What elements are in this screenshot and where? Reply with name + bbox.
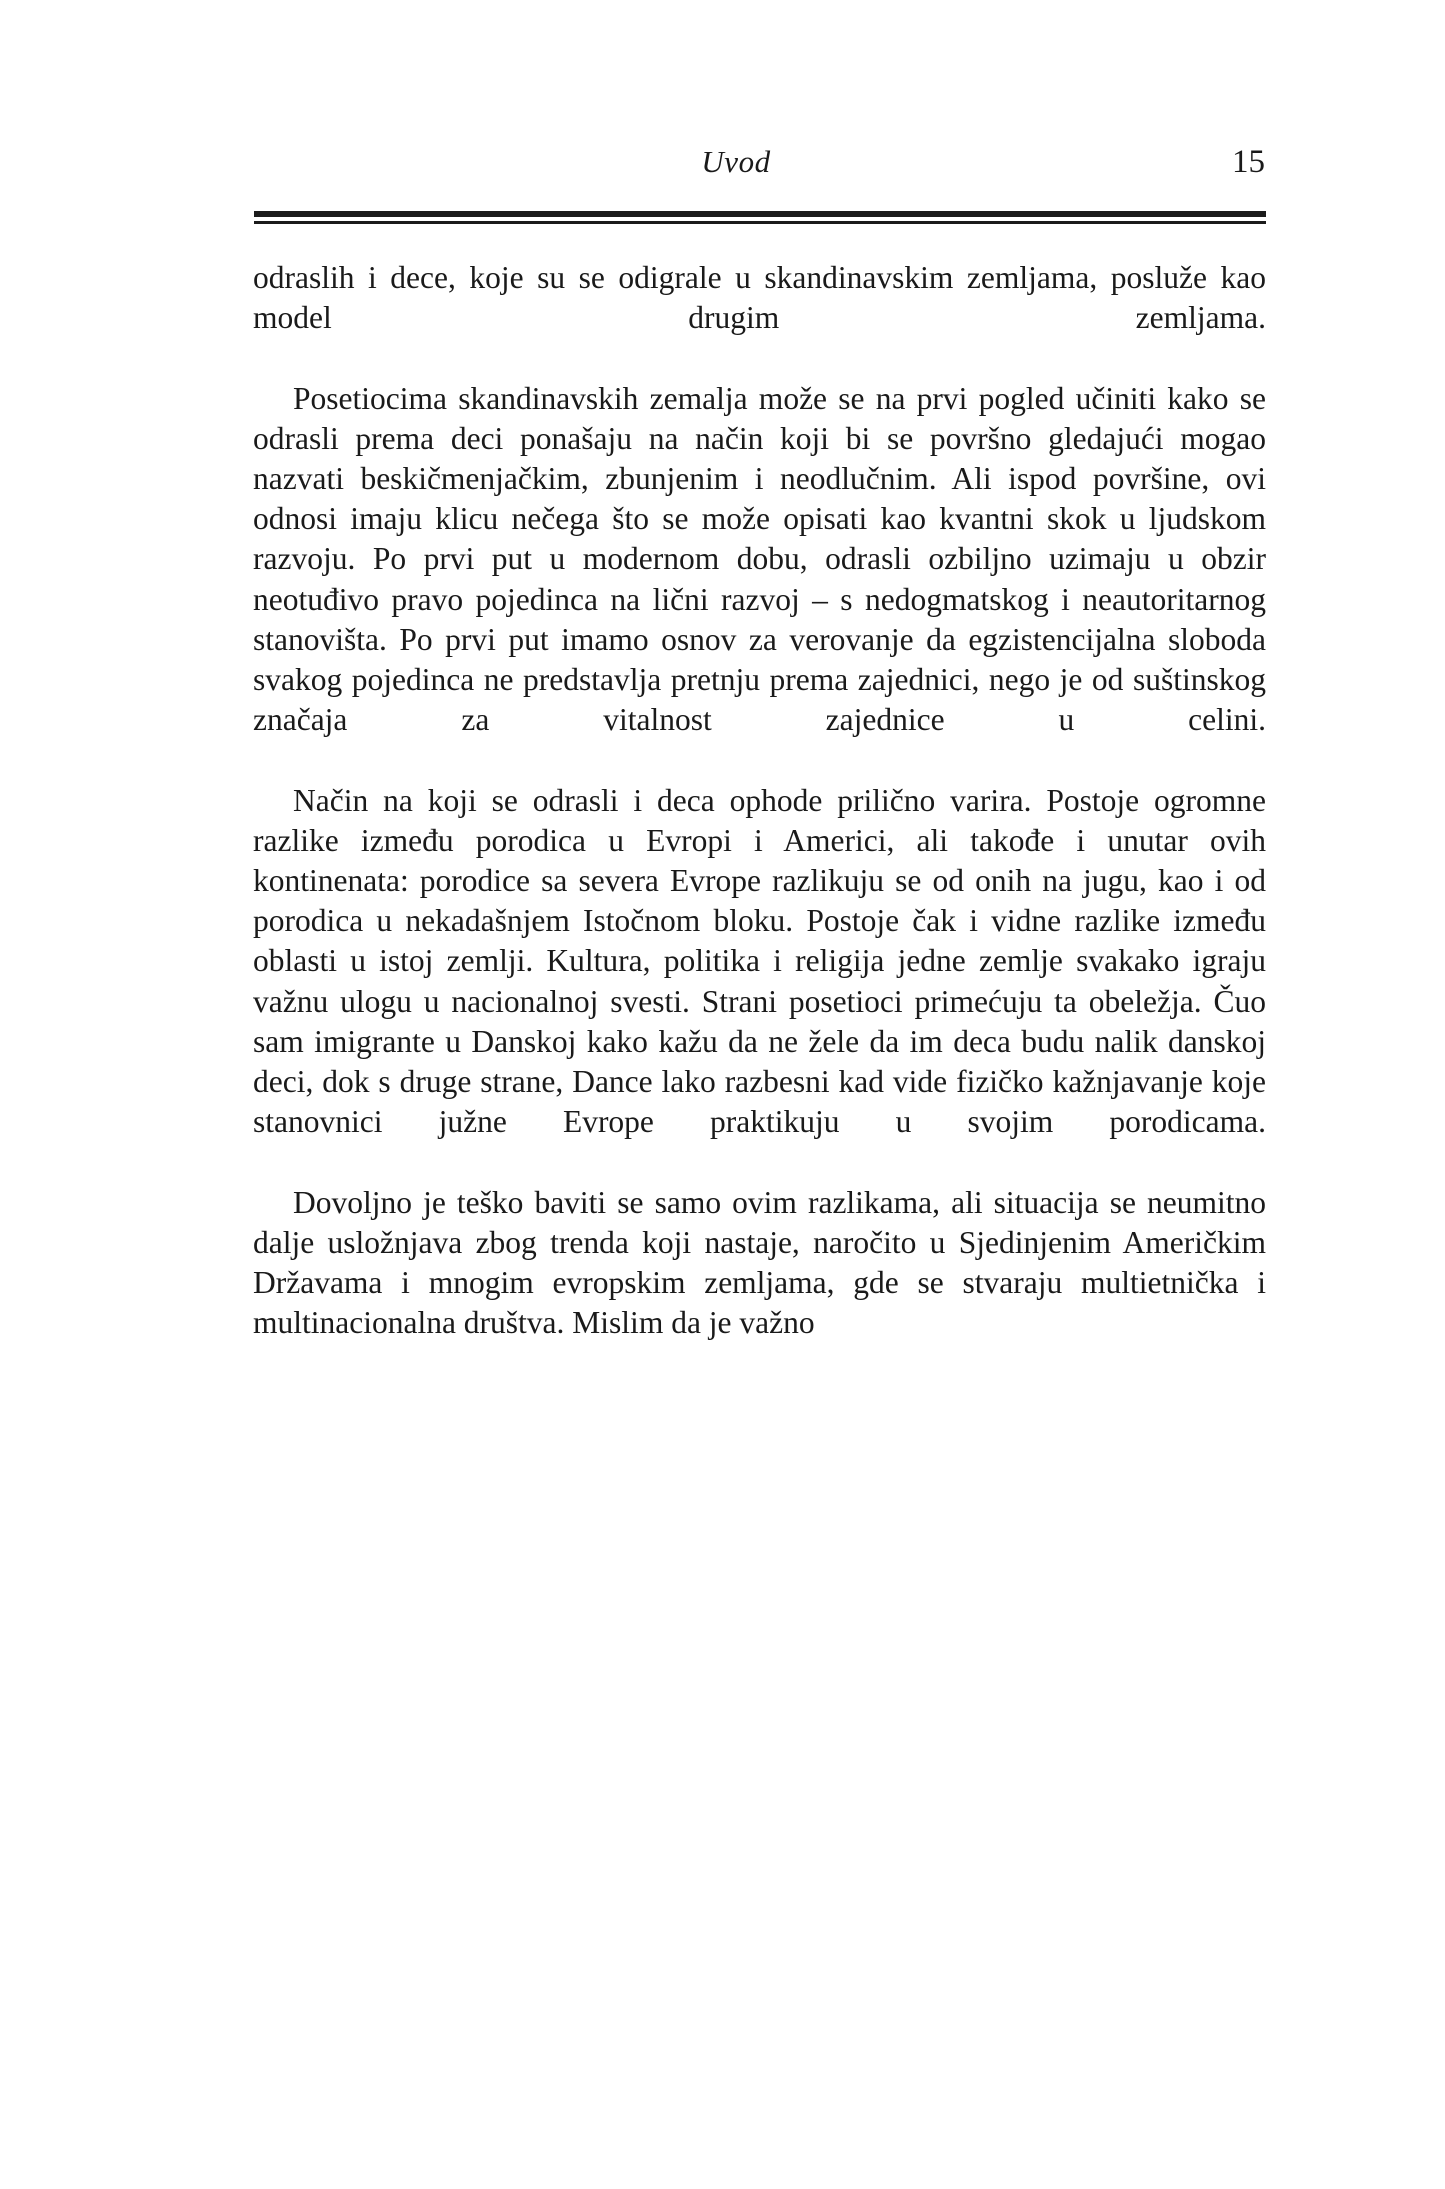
paragraph: odraslih i dece, koje su se odigrale u skandinavskim zemljama, posluže kao model drugim zemljama.	[253, 260, 1266, 336]
body-text-block	[253, 258, 1266, 1343]
page-number: 15	[1232, 144, 1265, 180]
paragraph: Dovoljno je teško baviti se samo ovim razlikama, ali situacija se neumitno dalje usložnjava zbog trenda koji nastaje, naročito u Sjedinjenim Američkim Državama i mnogim evropskim zemljama, gde se stvaraju multietnička i multinacionalna društva. Mislim da je važno	[253, 1184, 1266, 1341]
paragraph: Način na koji se odrasli i deca ophode prilično varira. Postoje ogromne razlike između porodica u Evropi i Americi, ali takođe i unutar ovih kontinenata: porodice sa severa Evrope razlikuju se od onih na jugu, kao i od porodica u nekadašnjem Istočnom bloku. Postoje čak i vidne razlike između oblasti u istoj zemlji. Kultura, politika i religija jedne zemlje svakako igraju važnu ulogu u nacionalnoj svesti. Strani posetioci primećuju ta obeležja. Čuo sam imigrante u Danskoj kako kažu da ne žele da im deca budu nalik danskoj deci, dok s druge strane, Dance lako razbesni kad vide fizičko kažnjavanje koje stanovnici južne Evrope praktikuju u svojim porodicama.	[253, 782, 1266, 1140]
rule-thin	[254, 221, 1266, 224]
running-head-title: Uvod	[701, 144, 771, 179]
running-head	[253, 140, 1265, 196]
paragraph: Posetiocima skandinavskih zemalja može se na prvi pogled učiniti kako se odrasli prema deci ponašaju na način koji bi se površno gledajući mogao nazvati beskičmenjačkim, zbunjenim i neodlučnim. Ali ispod površine, ovi odnosi imaju klicu nečega što se može opisati kao kvantni skok u ljudskom razvoju. Po prvi put u modernom dobu, odrasli ozbiljno uzimaju u obzir neotuđivo pravo pojedinca na lični razvoj – s nedogmatskog i neautoritarnog stanovišta. Po prvi put imamo osnov za verovanje da egzistencijalna sloboda svakog pojedinca ne predstavlja pretnju prema zajednici, nego je od suštinskog značaja za vitalnost zajednice u celini.	[253, 380, 1266, 738]
header-double-rule	[254, 211, 1266, 224]
